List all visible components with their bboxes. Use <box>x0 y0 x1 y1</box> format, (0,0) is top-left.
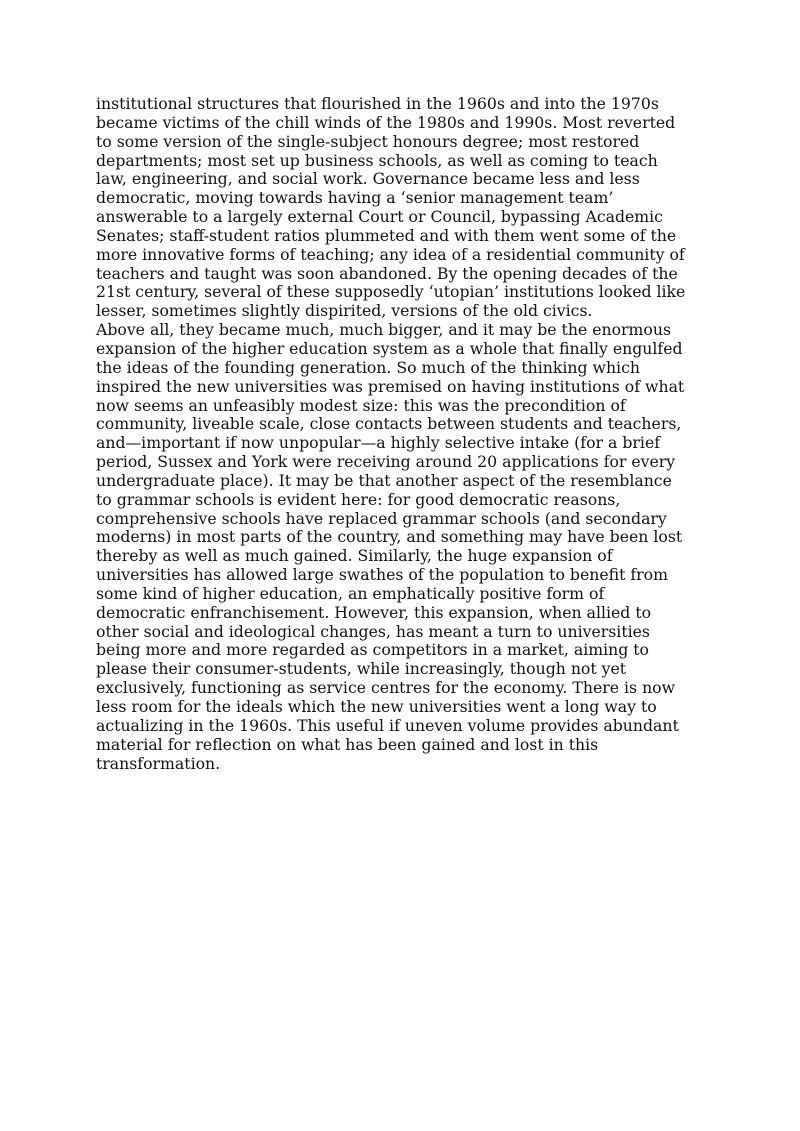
document-page <box>96 95 716 773</box>
paragraph: Above all, they became much, much bigger, and it may be the enormous expansion of the higher education system as a whole that finally engulfed the ideas of the founding generation. So much of the thinking which inspired the new universities was premised on having institutions of what now seems an unfeasibly modest size: this was the precondition of community, liveable scale, close contacts between students and teachers, and—important if now unpopular—a highly selective intake (for a brief period, Sussex and York were receiving around 20 applications for every undergraduate place). It may be that another aspect of the resemblance to grammar schools is evident here: for good democratic reasons, comprehensive schools have replaced grammar schools (and secondary moderns) in most parts of the country, and something may have been lost thereby as well as much gained. Similarly, the huge expansion of universities has allowed large swathes of the population to benefit from some kind of higher education, an emphatically positive form of democratic enfranchisement. However, this expansion, when allied to other social and ideological changes, has meant a turn to universities being more and more regarded as competitors in a market, aiming to please their consumer-students, while increasingly, though not yet exclusively, functioning as service centres for the economy. There is now less room for the ideals which the new universities went a long way to actualizing in the 1960s. This useful if uneven volume provides abundant material for reflection on what has been gained and lost in this transformation. <box>96 320 685 773</box>
paragraph: institutional structures that flourished in the 1960s and into the 1970s became victims of the chill winds of the 1980s and 1990s. Most reverted to some version of the single-subject honours degree; most restored departments; most set up business schools, as well as coming to teach law, engineering, and social work. Governance became less and less democratic, moving towards having a ‘senior management team’ answerable to a largely external Court or Council, bypassing Academic Senates; staff-student ratios plummeted and with them went some of the more innovative forms of teaching; any idea of a residential community of teachers and taught was soon abandoned. By the opening decades of the 21st century, several of these supposedly ‘utopian’ institutions looked like lesser, sometimes slightly dispirited, versions of the old civics. <box>96 94 686 321</box>
